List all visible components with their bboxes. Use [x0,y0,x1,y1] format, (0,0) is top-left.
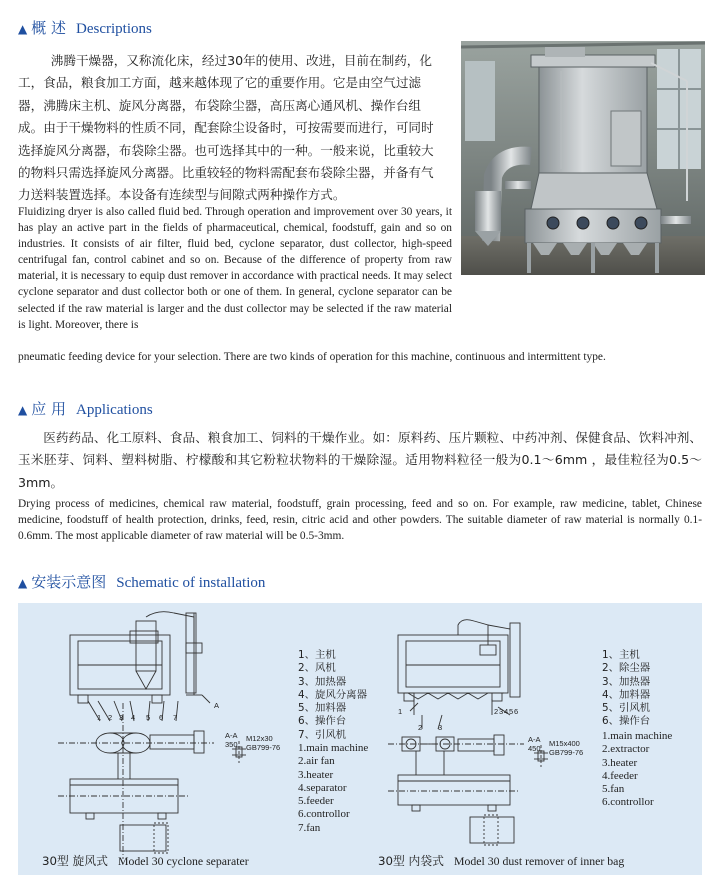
legend-item: 2、除尘器 [602,662,651,675]
legend-item: 6.controllor [298,808,350,821]
overview-text-zh [18,50,458,207]
left-section-label: A-A [225,731,238,740]
right-number: 1 [398,707,403,716]
overview-zh-line: 力送料装置选择。本设备有连续型与间隙式两种操作方式。 [18,187,346,203]
legend-item: 5、引风机 [602,702,651,715]
overview-zh-line: 成。由于干燥物料的性质不同，配套除尘设备时，可按需要而进行，可同时 [18,120,434,136]
legend-item: 7、引风机 [298,728,347,741]
right-number: 3 [499,707,504,716]
schematic-panel [18,603,702,875]
legend-item: 4.separator [298,781,347,794]
legend-item: 5.feeder [298,795,334,808]
fluid-bed-dryer-photo [461,41,705,275]
left-bolt: M12x30 [246,734,273,743]
triangle-icon: ▲ [18,576,28,590]
right-number: 2 [418,723,423,732]
left-caption-zh: 30型 旋风式 [42,854,108,868]
right-number: 5 [509,707,514,716]
schematic-title-zh: 安装示意图 [31,573,107,591]
overview-title [18,17,152,38]
right-number: 3 [438,723,443,732]
right-number: 4 [504,707,509,716]
left-number: 4 [131,713,136,722]
legend-item: 6.controllor [602,796,654,809]
overview-title-en: Descriptions [76,21,152,37]
schematic-title [18,571,265,592]
right-std: GB799-76 [549,748,584,757]
right-legend-en [602,730,672,810]
legend-item: 4、加料器 [602,688,651,701]
right-dim: 450 [528,744,541,753]
overview-zh-line: 器，沸腾床主机、旋风分离器，布袋除尘器，高压离心通风机、操作台组 [18,97,421,113]
legend-item: 5、加料器 [298,702,347,715]
right-number: 2 [494,707,499,716]
applications-text-en: Drying process of medicines, chemical raw material, foodstuff, grain processing, feed and so on. For example, raw medicine, tablet, Chinese medicine, foodstuff of health protection, drinks, feed, resin, citric acid and other powders. The suitable diameter of raw material is normally 0.1-0.6mm. The most applicable diameter of raw material will be 0.5-3mm. [18,498,702,543]
applications-title [18,398,153,419]
right-caption-zh: 30型 内袋式 [378,854,444,868]
legend-item: 2、风机 [298,662,336,675]
left-number: 3 [119,713,124,722]
right-section-label: A-A [528,735,541,744]
legend-item: 6、操作台 [298,715,347,728]
left-arrow-label: A [214,701,220,710]
legend-item: 2.extractor [602,743,650,756]
legend-item: 3、加热器 [602,675,651,688]
overview-zh-line: 的物料只需选择旋风分离器。比重较轻的物料需配套布袋除尘器，并备有气 [18,165,434,181]
left-number: 1 [97,713,102,722]
triangle-icon: ▲ [18,22,28,36]
overview-zh-line: 沸腾干燥器，又称流化床，经过30年的使用、改进，目前在制药，化 [50,53,432,68]
legend-item: 1、主机 [298,649,336,661]
legend-item: 1、主机 [602,649,640,661]
legend-item: 4.feeder [602,769,638,782]
left-legend-zh [298,649,367,742]
left-legend-en [298,742,368,835]
applications-title-en: Applications [76,402,153,418]
legend-item: 2.air fan [298,755,335,768]
applications-title-zh: 应 用 [31,400,67,418]
left-number: 6 [159,713,164,722]
left-caption [42,852,249,869]
right-caption-en: Model 30 dust remover of inner bag [453,854,625,868]
legend-item: 1.main machine [602,730,673,742]
right-caption [378,852,624,869]
left-number: 7 [173,713,178,722]
overview-zh-line: 工，食品，粮食加工方面，越来越体现了它的重要作用。它是由空气过滤 [18,75,421,91]
schematic-title-en: Schematic of installation [116,575,266,591]
legend-item: 3.heater [298,768,334,781]
overview-text-en: Fluidizing dryer is also called fluid bed. Through operation and improvement over 30 years, it has play an active part in the fields of pharmaceutical, chemical, foodstuff, gain and so on industries. It consists of air filter, fluid bed, cyclone separator, dust collector, high-speed centrifugal fan, control cabinet and so on. Because of the difference of property from raw material, it is necessary to equip dust remover in accordance with practical needs. It may select cyclone separator and dust collector both or one of them. In general, cyclone separator can be selected if the raw material is larger and the dust collector may be selected if the raw material is light. Moreover, there is [18,206,452,331]
legend-item: 5.fan [602,783,625,796]
left-number: 2 [108,713,113,722]
overview-zh-line: 选择旋风分离器，布袋除尘器。也可选择其中的一种。一般来说，比重较大 [18,142,434,158]
right-number: 6 [514,707,519,716]
applications-text-zh: 医药药品、化工原料、食品、粮食加工、饲料的干燥作业。如：原料药、压片颗粒、中药冲剂、保健食品、饮料冲剂、玉米胚芽、饲料、塑料树脂、柠檬酸和其它粉粒状物料的干燥除湿。适用物料粒径一般为0.1～6mm ，最佳粒径为0.5～3mm。 [18,430,702,490]
overview-title-zh: 概 述 [31,19,67,37]
legend-item: 3.heater [602,756,638,769]
left-std: GB799-76 [246,743,281,752]
left-number: 5 [146,713,151,722]
legend-item: 1.main machine [298,742,369,754]
right-legend-zh [602,649,650,729]
legend-item: 4、旋风分离器 [298,688,367,701]
right-bolt: M15x400 [549,739,580,748]
left-caption-en: Model 30 cyclone separater [117,854,249,868]
overview-text-en-tail: pneumatic feeding device for your selection. There are two kinds of operation for this machine, continuous and intermittent type. [18,351,606,363]
left-dim: 350 [225,740,238,749]
legend-item: 3、加热器 [298,675,347,688]
triangle-icon: ▲ [18,403,28,417]
legend-item: 6、操作台 [602,715,651,728]
legend-item: 7.fan [298,821,321,834]
